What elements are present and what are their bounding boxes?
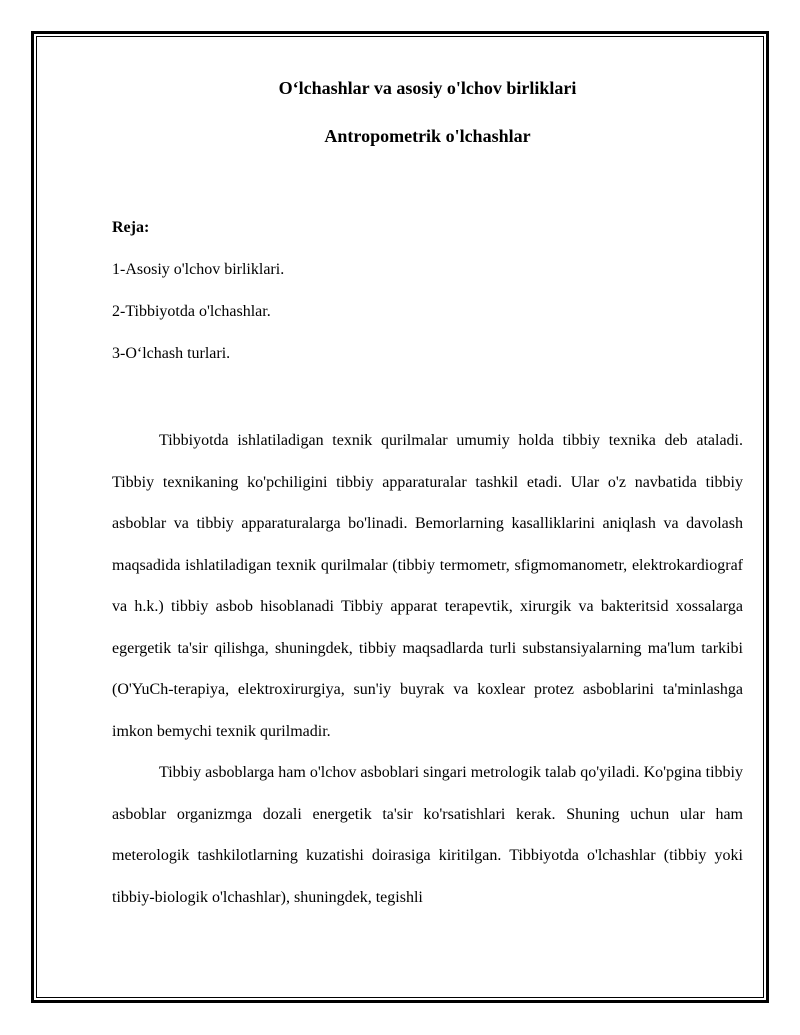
plan-item: 1-Asosiy o'lchov birliklari. [112, 261, 285, 278]
plan-item: 3-O‘lchash turlari. [112, 345, 231, 362]
document-title: O‘lchashlar va asosiy o'lchov birliklari [278, 78, 577, 98]
document-subtitle: Antropometrik o'lchashlar [324, 126, 531, 146]
document-body [112, 70, 743, 918]
plan-label: Reja: [112, 219, 150, 236]
body-paragraph: Tibbiyotda ishlatiladigan texnik qurilmalar umumiy holda tibbiy texnika deb ataladi. Tibbiy texnikaning ko'pchiligini tibbiy apparaturalar tashkil etadi. Ular o'z navbatida tibbiy asboblar va tibbiy apparaturalarga bo'linadi. Bemorlarning kasalliklarini aniqlash va davolash maqsadida ishlatiladigan texnik qurilmalar (tibbiy termometr, sfigmomanometr, elektrokardiograf va h.k.) tibbiy asbob hisoblanadi Tibbiy apparat terapevtik, xirurgik va bakteritsid xossalarga egergetik ta'sir qilishga, shuningdek, tibbiy maqsadlarda turli substansiyalarning ma'lum tarkibi (O'YuCh-terapiya, elektroxirurgiya, sun'iy buyrak va koxlear protez asboblarini ta'minlashga imkon bemychi texnik qurilmadir. [112, 432, 743, 740]
body-paragraph: Tibbiy asboblarga ham o'lchov asboblari singari metrologik talab qo'yiladi. Ko'pgina tibbiy asboblar organizmga dozali energetik ta'sir ko'rsatishlari kerak. Shuning uchun ular ham meterologik tashkilotlarning kuzatishi doirasiga kiritilgan. Tibbiyotda o'lchashlar (tibbiy yoki tibbiy-biologik o'lchashlar), shuningdek, tegishli [112, 764, 743, 906]
plan-item: 2-Tibbiyotda o'lchashlar. [112, 303, 271, 320]
